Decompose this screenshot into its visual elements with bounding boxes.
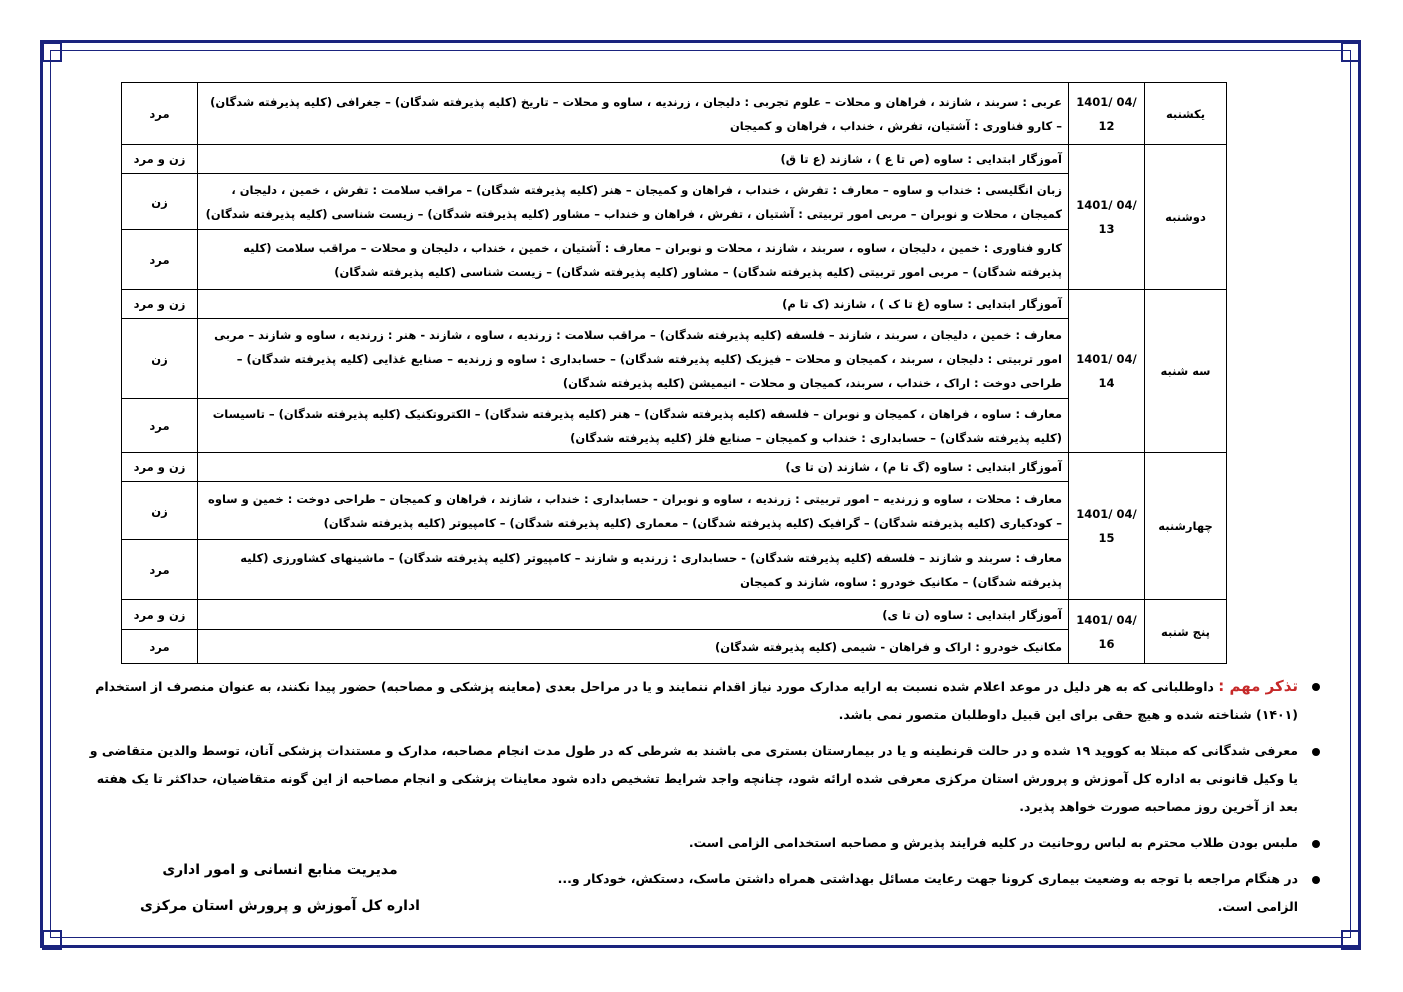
gender-cell: زن و مرد <box>122 290 198 319</box>
table-row <box>122 399 1227 453</box>
note-text: در هنگام مراجعه با توجه به وضعیت بیماری کرونا جهت رعایت مسائل بهداشتی همراه داشتن ماسک، دستکش، خودکار و... الزامی است. <box>557 871 1298 914</box>
gender-cell: مرد <box>122 230 198 290</box>
table-row <box>122 174 1227 230</box>
gender-cell: مرد <box>122 399 198 453</box>
gender-cell: زن و مرد <box>122 600 198 630</box>
date-cell: 1401/ 04/ 14 <box>1069 290 1145 453</box>
corner-ornament <box>1341 930 1361 950</box>
description-cell: آموزگار ابتدایی : ساوه (ن تا ی) <box>198 600 1069 630</box>
table-row <box>122 540 1227 600</box>
bullet-icon <box>1312 683 1320 691</box>
table-row <box>122 453 1227 482</box>
description-cell: آموزگار ابتدایی : ساوه (گ تا م) ، شازند (ن تا ی) <box>198 453 1069 482</box>
date-cell: 1401/ 04/ 16 <box>1069 600 1145 664</box>
note-item <box>80 672 1320 729</box>
gender-cell: مرد <box>122 630 198 664</box>
description-cell: معارف : خمین ، دلیجان ، سربند ، شازند – فلسفه (کلیه پذیرفته شدگان) – مراقب سلامت : زرندیه ، ساوه ، شازند - هنر : زرندیه ، ساوه و شازند – مربی امور تربیتی : دلیجان ، سربند ، کمیجان و محلات – فیزیک (کلیه پذیرفته شدگان) – حسابداری : ساوه و زرندیه – صنایع غذایی (کلیه پذیرفته شدگان) – طراحی دوخت : اراک ، خنداب ، سربند، کمیجان و محلات - انیمیشن (کلیه پذیرفته شدگان) <box>198 319 1069 399</box>
description-cell: آموزگار ابتدایی : ساوه (ص تا ع ) ، شازند (ع تا ق) <box>198 145 1069 174</box>
day-cell: دوشنبه <box>1145 145 1227 290</box>
note-item <box>80 829 1320 857</box>
bullet-icon <box>1312 876 1320 884</box>
date-cell: 1401/ 04/ 13 <box>1069 145 1145 290</box>
description-cell: معارف : ساوه ، فراهان ، کمیجان و نوبران – فلسفه (کلیه پذیرفته شدگان) – هنر (کلیه پذیرفته شدگان) – الکتروتکنیک (کلیه پذیرفته شدگان) – تاسیسات (کلیه پذیرفته شدگان) – حسابداری : خنداب و کمیجان – صنایع فلز (کلیه پذیرفته شدگان) <box>198 399 1069 453</box>
table-row <box>122 482 1227 540</box>
description-cell: کارو فناوری : خمین ، دلیجان ، ساوه ، سربند ، شازند ، محلات و نوبران – معارف : آشتیان ، خمین ، خنداب ، دلیجان و محلات – مراقب سلامت (کلیه پذیرفته شدگان) – مربی امور تربیتی (کلیه پذیرفته شدگان) – مشاور (کلیه پذیرفته شدگان) – زیست شناسی (کلیه پذیرفته شدگان) <box>198 230 1069 290</box>
corner-ornament <box>42 42 62 62</box>
note-text: معرفی شدگانی که مبتلا به کووید ۱۹ شده و در حالت قرنطینه و یا در بیمارستان بستری می باشند به شرطی که در طول مدت انجام مصاحبه، مدارک و مستندات پزشکی آنان، توسط والدین متقاضی و یا وکیل قانونی به اداره کل آموزش و پرورش استان مرکزی معرفی شده ارائه شود، چنانچه واجد شرایط تشخیص داده شود معاینات پزشکی و انجام مصاحبه از این گونه متقاضیان، حداکثر تا یک هفته بعد از آخرین روز مصاحبه صورت خواهد پذیرد. <box>89 743 1298 814</box>
table-row <box>122 600 1227 630</box>
schedule-table <box>121 82 1227 664</box>
corner-ornament <box>42 930 62 950</box>
date-cell: 1401/ 04/ 12 <box>1069 83 1145 145</box>
signature-department: مدیریت منابع انسانی و امور اداری <box>162 862 398 878</box>
gender-cell: زن <box>122 482 198 540</box>
date-cell: 1401/ 04/ 15 <box>1069 453 1145 600</box>
gender-cell: مرد <box>122 540 198 600</box>
day-cell: یکشنبه <box>1145 83 1227 145</box>
description-cell: زبان انگلیسی : خنداب و ساوه – معارف : تفرش ، خنداب ، فراهان و کمیجان – هنر (کلیه پذیرفته شدگان) – مراقب سلامت : تفرش ، خمین ، دلیجان ، کمیجان ، محلات و نوبران – مربی امور تربیتی : آشتیان ، تفرش ، فراهان و خنداب – مشاور (کلیه پذیرفته شدگان) – زیست شناسی (کلیه پذیرفته شدگان) <box>198 174 1069 230</box>
notes-section <box>80 672 1320 929</box>
gender-cell: مرد <box>122 83 198 145</box>
note-item <box>518 865 1320 921</box>
gender-cell: زن <box>122 174 198 230</box>
gender-cell: زن و مرد <box>122 145 198 174</box>
table-row <box>122 319 1227 399</box>
note-item <box>80 737 1320 821</box>
description-cell: معارف : محلات ، ساوه و زرندیه – امور تربیتی : زرندیه ، ساوه و نوبران - حسابداری : خنداب ، شازند ، فراهان و کمیجان – طراحی دوخت : خمین و ساوه – کودکیاری (کلیه پذیرفته شدگان) – گرافیک (کلیه پذیرفته شدگان) – معماری (کلیه پذیرفته شدگان) – کامپیوتر (کلیه پذیرفته شدگان) <box>198 482 1069 540</box>
description-cell: عربی : سربند ، شازند ، فراهان و محلات – علوم تجربی : دلیجان ، زرندیه ، ساوه و محلات – تاریخ (کلیه پذیرفته شدگان) – جغرافی (کلیه پذیرفته شدگان) – کارو فناوری : آشتیان، تفرش ، خنداب ، فراهان و کمیجان <box>198 83 1069 145</box>
table-row <box>122 145 1227 174</box>
table-row <box>122 230 1227 290</box>
corner-ornament <box>1341 42 1361 62</box>
description-cell: مکانیک خودرو : اراک و فراهان - شیمی (کلیه پذیرفته شدگان) <box>198 630 1069 664</box>
day-cell: چهارشنبه <box>1145 453 1227 600</box>
description-cell: معارف : سربند و شازند – فلسفه (کلیه پذیرفته شدگان) - حسابداری : زرندیه و شازند – کامپیوتر (کلیه پذیرفته شدگان) – ماشینهای کشاورزی (کلیه پذیرفته شدگان) – مکانیک خودرو : ساوه، شازند و کمیجان <box>198 540 1069 600</box>
gender-cell: زن و مرد <box>122 453 198 482</box>
table-row <box>122 290 1227 319</box>
table-row <box>122 630 1227 664</box>
description-cell: آموزگار ابتدایی : ساوه (غ تا ک ) ، شازند (ک تا م) <box>198 290 1069 319</box>
gender-cell: زن <box>122 319 198 399</box>
bullet-icon <box>1312 748 1320 756</box>
bullet-icon <box>1312 840 1320 848</box>
signature-organization: اداره کل آموزش و پرورش استان مرکزی <box>140 898 420 914</box>
day-cell: سه شنبه <box>1145 290 1227 453</box>
note-text: ملبس بودن طلاب محترم به لباس روحانیت در کلیه فرایند پذیرش و مصاحبه استخدامی الزامی است. <box>688 835 1298 850</box>
day-cell: پنج شنبه <box>1145 600 1227 664</box>
note-text: داوطلبانی که به هر دلیل در موعد اعلام شده نسبت به ارایه مدارک مورد نیاز اقدام ننمایند و یا در مراحل بعدی (معاینه پزشکی و مصاحبه) حضور پیدا نکنند، به عنوان منصرف از استخدام (۱۴۰۱) شناخته شده و هیچ حقی برای این قبیل داوطلبان متصور نمی باشد. <box>95 679 1298 722</box>
important-note-label: تذکر مهم : <box>1218 677 1298 695</box>
table-row <box>122 83 1227 145</box>
